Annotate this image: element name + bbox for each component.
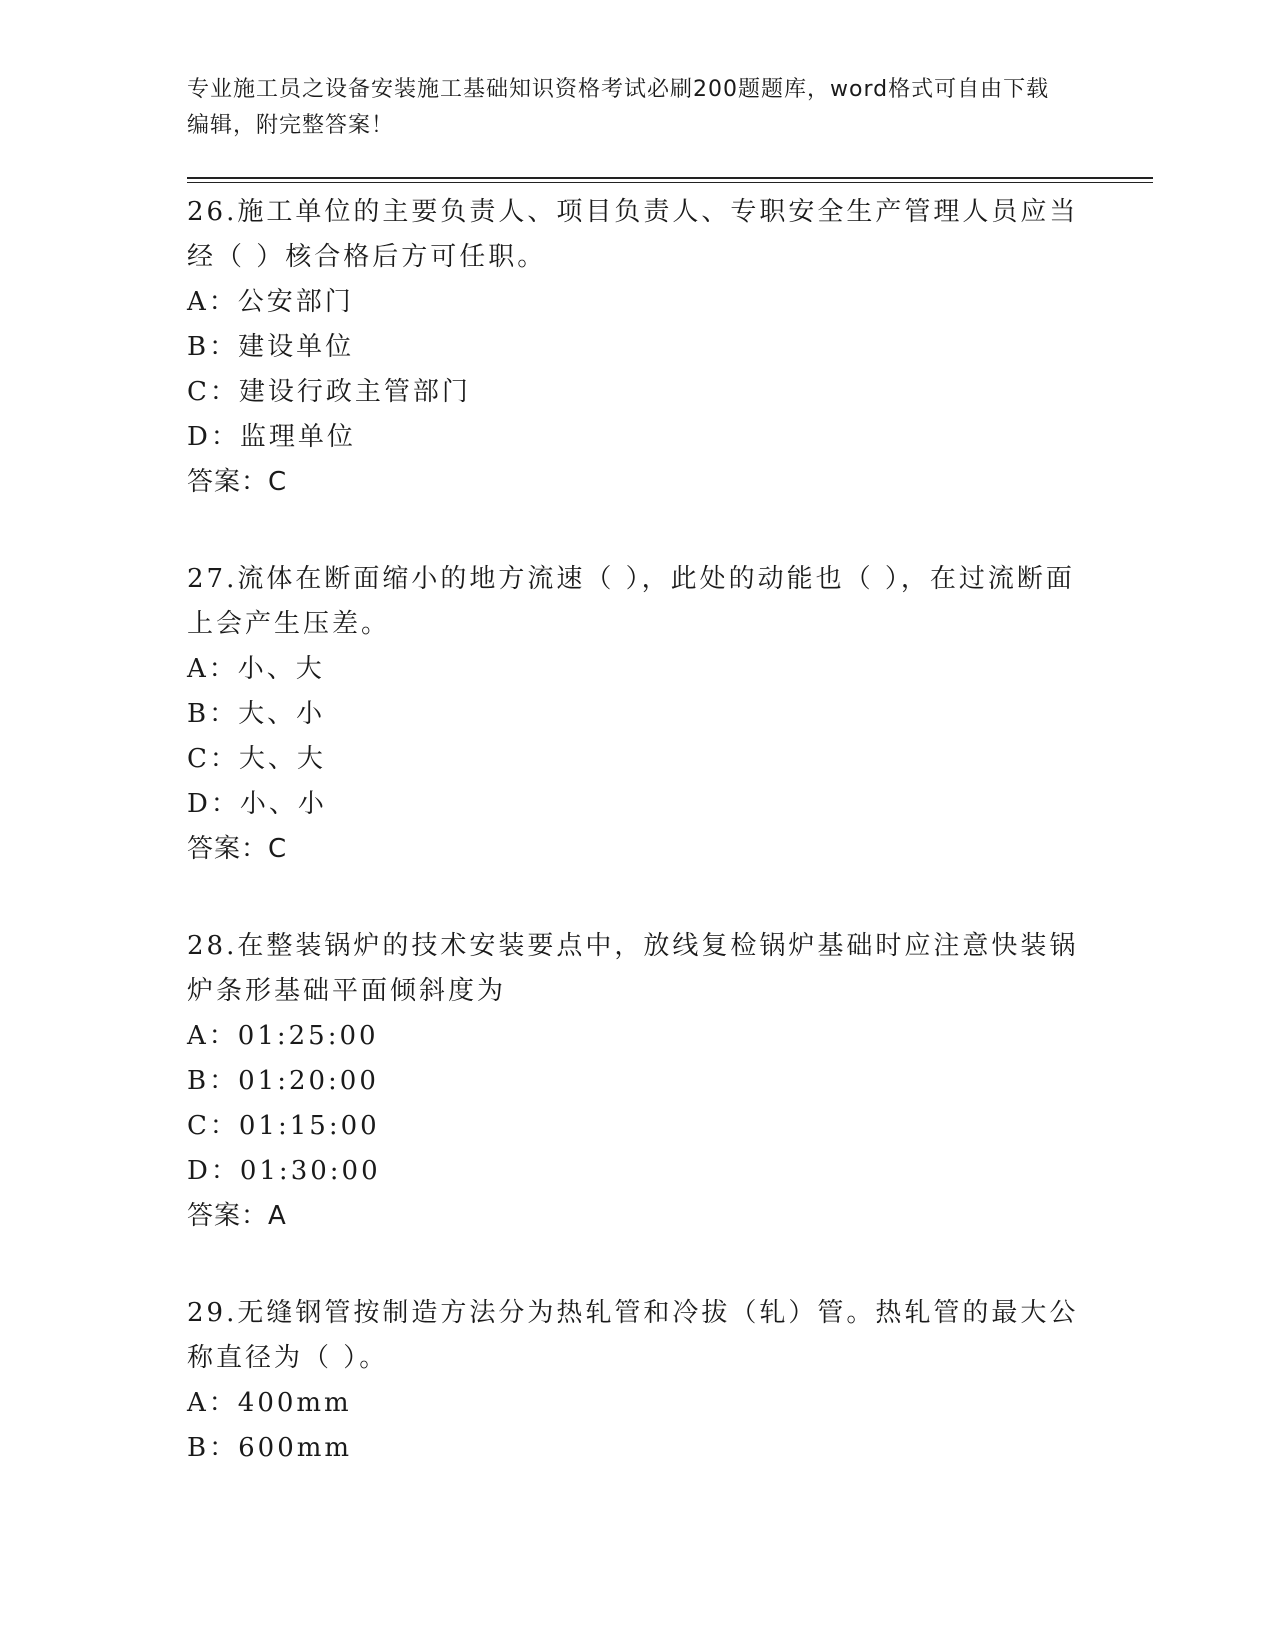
question-list xyxy=(187,190,1087,1523)
option-d: D：小、小 xyxy=(187,789,327,819)
option-b: B：600mm xyxy=(187,1433,353,1463)
answer-line: 答案：C xyxy=(187,834,288,864)
header-rule-thin xyxy=(187,182,1153,183)
question-27 xyxy=(187,557,1087,872)
option-b: B：大、小 xyxy=(187,699,326,729)
option-a: A：小、大 xyxy=(187,654,325,684)
question-29 xyxy=(187,1291,1087,1471)
question-28 xyxy=(187,924,1087,1239)
option-b: B：01:20:00 xyxy=(187,1066,379,1096)
question-26 xyxy=(187,190,1087,505)
option-d: D：01:30:00 xyxy=(187,1156,381,1186)
option-c: C：大、大 xyxy=(187,744,326,774)
question-stem: 28.在整装锅炉的技术安装要点中，放线复检锅炉基础时应注意快装锅炉条形基础平面倾斜度为 xyxy=(187,931,1079,1006)
option-c: C：建设行政主管部门 xyxy=(187,377,471,407)
option-b: B：建设单位 xyxy=(187,332,355,362)
question-stem: 29.无缝钢管按制造方法分为热轧管和冷拔（轧）管。热轧管的最大公称直径为（ ）。 xyxy=(187,1298,1079,1373)
question-stem: 27.流体在断面缩小的地方流速（ ），此处的动能也（ ），在过流断面上会产生压差。 xyxy=(187,564,1075,639)
option-a: A：400mm xyxy=(187,1388,352,1418)
answer-line: 答案：A xyxy=(187,1201,287,1231)
document-header: 专业施工员之设备安装施工基础知识资格考试必刷200题题库，word格式可自由下载编辑，附完整答案！ xyxy=(187,77,1050,138)
option-a: A：公安部门 xyxy=(187,287,354,317)
option-d: D：监理单位 xyxy=(187,422,356,452)
answer-line: 答案：C xyxy=(187,467,288,497)
question-stem: 26.施工单位的主要负责人、项目负责人、专职安全生产管理人员应当经（ ）核合格后方可任职。 xyxy=(187,197,1079,272)
option-c: C：01:15:00 xyxy=(187,1111,380,1141)
header-rule-thick xyxy=(187,177,1153,179)
option-a: A：01:25:00 xyxy=(187,1021,379,1051)
